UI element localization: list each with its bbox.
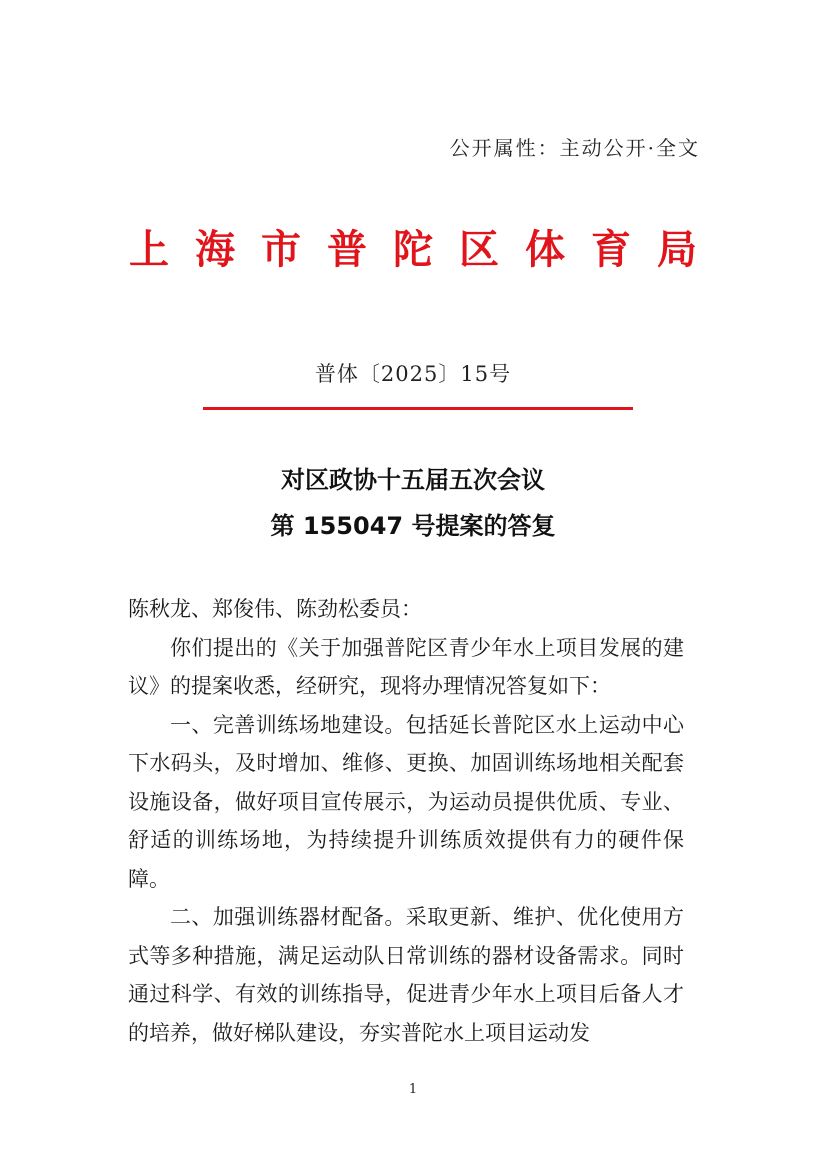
document-number: 普体〔2025〕15号 <box>314 362 512 386</box>
page-number: 1 <box>408 1082 418 1097</box>
red-divider-line <box>203 407 633 410</box>
agency-letterhead: 上海市普陀区体育局 <box>129 226 723 273</box>
body-paragraph-2: 二、加强训练器材配备。采取更新、维护、优化使用方式等多种措施，满足运动队日常训练的器材设备需求。同时通过科学、有效的训练指导，促进青少年水上项目后备人才的培养，做好梯队建设，夯实普陀水上项目运动发 <box>128 905 684 1045</box>
document-title-line-2: 第 155047 号提案的答复 <box>270 512 556 540</box>
salutation: 陈秋龙、郑俊伟、陈劲松委员： <box>128 597 422 621</box>
disclosure-attribute: 公开属性：主动公开·全文 <box>449 136 700 160</box>
document-body <box>128 590 684 1052</box>
body-paragraph-intro: 你们提出的《关于加强普陀区青少年水上项目发展的建议》的提案收悉，经研究，现将办理情况答复如下： <box>128 635 684 698</box>
document-title-line-1: 对区政协十五届五次会议 <box>281 466 545 494</box>
body-paragraph-1: 一、完善训练场地建设。包括延长普陀区水上运动中心下水码头，及时增加、维修、更换、加固训练场地相关配套设施设备，做好项目宣传展示，为运动员提供优质、专业、舒适的训练场地，为持续提升训练质效提供有力的硬件保障。 <box>128 712 684 891</box>
